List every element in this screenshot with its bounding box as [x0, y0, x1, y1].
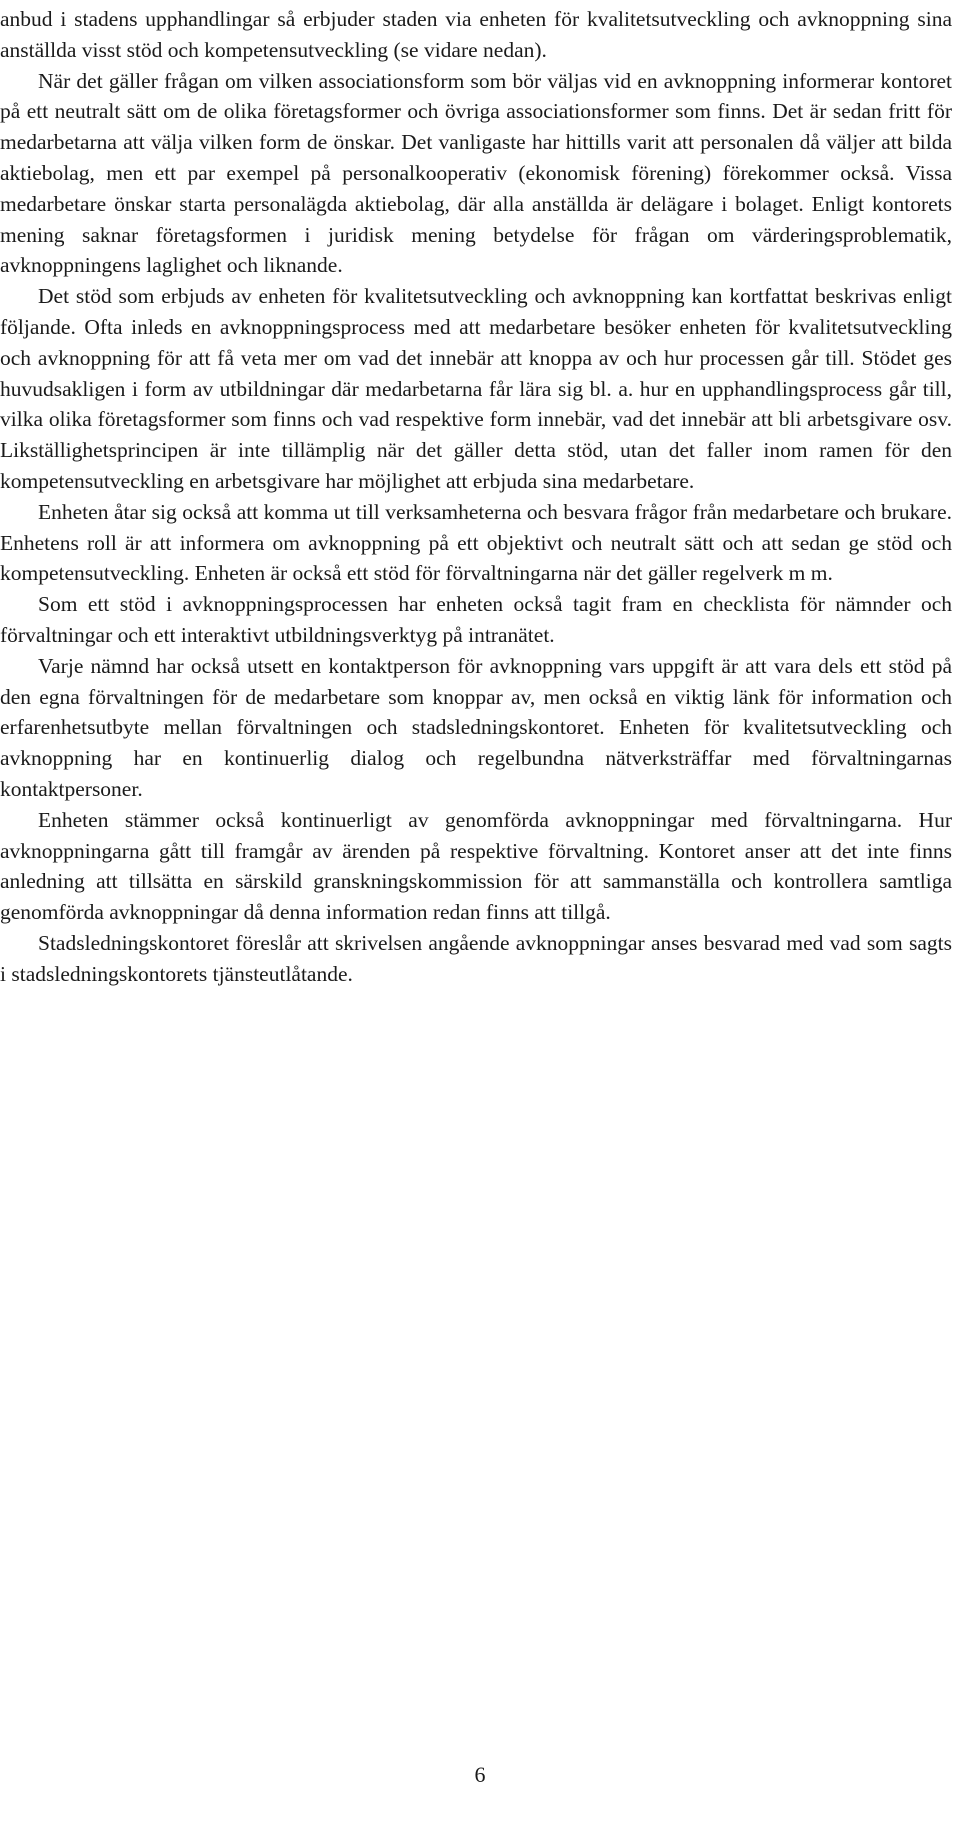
document-page	[0, 4, 952, 990]
paragraph-forslag: Stadsledningskontoret föreslår att skrivelsen angående avknoppningar anses besvarad med vad som sagts i stadsledningskontorets tjänsteutlåtande.	[0, 930, 952, 986]
paragraph-checklista: Som ett stöd i avknoppningsprocessen har enheten också tagit fram en checklista för nämnder och förvaltningar och ett interaktivt utbildningsverktyg på intranätet.	[0, 592, 952, 647]
paragraph-enheten-atar: Enheten åtar sig också att komma ut till verksamheterna och besvara frågor från medarbetare och brukare. Enhetens roll är att informera om avknoppning på ett objektivt och neutralt sätt och att sedan ge stöd och kompetensutveckling. Enheten är också ett stöd för förvaltningarna när det gäller regelverk m m.	[0, 499, 952, 586]
paragraph-continuation: anbud i stadens upphandlingar så erbjuder staden via enheten för kvalitetsutveckling och avknoppning sina anställda visst stöd och kompetensutveckling (se vidare nedan).	[0, 7, 952, 62]
paragraph-kontaktperson: Varje nämnd har också utsett en kontaktperson för avknoppning vars uppgift är att vara dels ett stöd på den egna förvaltningen för de medarbetare som knoppar av, men också en viktig länk för information och erfarenhetsutbyte mellan förvaltningen och stadsledningskontoret. Enheten för kvalitetsutveckling och avknoppning har en kontinuerlig dialog och regelbundna nätverksträffar med förvaltningarnas kontaktpersoner.	[0, 653, 952, 801]
paragraph-uppfoljning: Enheten stämmer också kontinuerligt av genomförda avknoppningar med förvaltningarna. Hur avknoppningarna gått till framgår av ärenden på respektive förvaltning. Kontoret anser att det inte finns anledning att tillsätta en särskild granskningskommission för att sammanställa och kontrollera samtliga genomförda avknoppningar då denna information redan finns att tillgå.	[0, 807, 952, 925]
paragraph-stod: Det stöd som erbjuds av enheten för kvalitetsutveckling och avknoppning kan kortfattat beskrivas enligt följande. Ofta inleds en avknoppningsprocess med att medarbetare besöker enheten för kvalitetsutveckling och avknoppning för att få veta mer om vad det innebär att knoppa av och hur processen går till. Stödet ges huvudsakligen i form av utbildningar där medarbetarna får lära sig bl. a. hur en upphandlingsprocess går till, vilka olika företagsformer som finns och vad respektive form innebär, vad det innebär att bli arbetsgivare osv. Likställighetsprincipen är inte tillämplig när det gäller detta stöd, utan det faller inom ramen för den kompetensutveckling en arbetsgivare har möjlighet att erbjuda sina medarbetare.	[0, 284, 952, 493]
paragraph-associationsform: När det gäller frågan om vilken associationsform som bör väljas vid en avknoppning informerar kontoret på ett neutralt sätt om de olika företagsformer och övriga associationsformer som finns. Det är sedan fritt för medarbetarna att välja vilken form de önskar. Det vanligaste har hittills varit att personalen då väljer att bilda aktiebolag, men ett par exempel på personalkooperativ (ekonomisk förening) förekommer också. Vissa medarbetare önskar starta personalägda aktiebolag, där alla anställda är delägare i bolaget. Enligt kontorets mening saknar företagsformen i juridisk mening betydelse för frågan om värderingsproblematik, avknoppningens laglighet och liknande.	[0, 68, 952, 278]
page-number: 6	[474, 1762, 486, 1787]
